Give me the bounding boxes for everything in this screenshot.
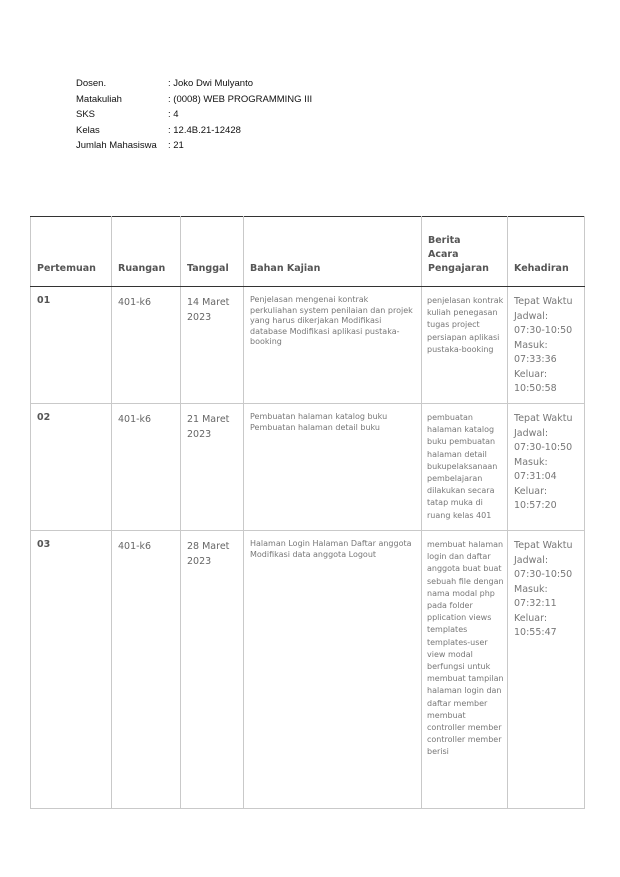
cell-bahan-kajian: Halaman Login Halaman Daftar anggota Modifikasi data anggota Logout [244,531,422,809]
info-label: Matakuliah [76,93,122,105]
info-row-jumlah [76,138,312,154]
kehadiran-line: 07:33:36 [514,354,557,365]
info-label: Kelas [76,124,100,136]
info-row-kelas [76,123,312,139]
cell-ruangan: 401-k6 [112,404,181,531]
kehadiran-line: Tepat Waktu [514,413,573,424]
header-berita-line: Pengajaran [428,263,489,274]
cell-kehadiran [508,287,585,404]
table-row [31,287,585,404]
kehadiran-line: Tepat Waktu [514,296,573,307]
kehadiran-line: Masuk: [514,583,548,595]
table-header-row [31,217,585,287]
info-value: : 4 [168,109,179,120]
cell-berita-acara: penjelasan kontrak kuliah penegasan tugas project persiapan aplikasi pustaka-booking [422,287,508,404]
header-berita-line: Berita [428,235,461,246]
kehadiran-line: Jadwal: [514,554,549,566]
cell-tanggal: 21 Maret 2023 [181,404,244,531]
header-berita-line: Acara [428,249,459,260]
kehadiran-line: Jadwal: [514,310,549,322]
info-label: Jumlah Mahasiswa [76,140,157,151]
cell-ruangan: 401-k6 [112,531,181,809]
kehadiran-line: Keluar: [514,612,548,624]
cell-tanggal: 28 Maret 2023 [181,531,244,809]
info-value: : 12.4B.21-12428 [168,124,241,136]
header-bahan-kajian: Bahan Kajian [244,217,422,287]
cell-bahan-kajian: Pembuatan halaman katalog buku Pembuatan halaman detail buku [244,404,422,531]
header-ruangan: Ruangan [112,217,181,287]
header-berita-acara [422,217,508,287]
kehadiran-line: Masuk: [514,456,548,468]
cell-kehadiran [508,531,585,809]
kehadiran-line: 07:32:11 [514,598,557,609]
kehadiran-line: 07:30-10:50 [514,569,573,580]
header-tanggal: Tanggal [181,217,244,287]
info-label: SKS [76,109,96,120]
cell-tanggal: 14 Maret 2023 [181,287,244,404]
kehadiran-line: 07:30-10:50 [514,325,573,336]
info-value: : (0008) WEB PROGRAMMING III [168,93,313,105]
kehadiran-line: 10:57:20 [514,500,557,511]
info-value: : 21 [168,140,184,151]
kehadiran-line: Jadwal: [514,427,549,439]
cell-pertemuan: 03 [31,531,112,809]
kehadiran-line: Keluar: [514,368,548,380]
table-row [31,404,585,531]
kehadiran-line: 10:55:47 [514,627,557,638]
cell-kehadiran [508,404,585,531]
cell-ruangan: 401-k6 [112,287,181,404]
info-value: : Joko Dwi Mulyanto [168,78,254,89]
info-row-dosen [76,76,312,92]
kehadiran-line: 07:30-10:50 [514,442,573,453]
cell-bahan-kajian: Penjelasan mengenai kontrak perkuliahan system penilaian dan projek yang harus dikerjakan Modifikasi database Modifikasi aplikasi pustaka-booking [244,287,422,404]
cell-pertemuan: 01 [31,287,112,404]
kehadiran-line: 10:50:58 [514,383,557,394]
header-kehadiran: Kehadiran [508,217,585,287]
cell-berita-acara: membuat halaman login dan daftar anggota buat buat sebuah file dengan nama modal php pada folder pplication views templates templates-user view modal berfungsi untuk membuat tampilan halaman login dan daftar member membuat controller member controller member berisi [422,531,508,809]
kehadiran-line: Masuk: [514,339,548,351]
kehadiran-line: Keluar: [514,485,548,497]
info-label: Dosen. [76,78,107,89]
cell-berita-acara: pembuatan halaman katalog buku pembuatan halaman detail bukupelaksanaan pembelajaran dilakukan secara tatap muka di ruang kelas 401 [422,404,508,531]
header-pertemuan: Pertemuan [31,217,112,287]
kehadiran-line: Tepat Waktu [514,540,573,551]
info-row-matakuliah [76,92,312,108]
info-row-sks [76,107,312,123]
course-info [76,76,312,154]
attendance-table [30,216,585,809]
table-row [31,531,585,809]
kehadiran-line: 07:31:04 [514,471,557,482]
cell-pertemuan: 02 [31,404,112,531]
